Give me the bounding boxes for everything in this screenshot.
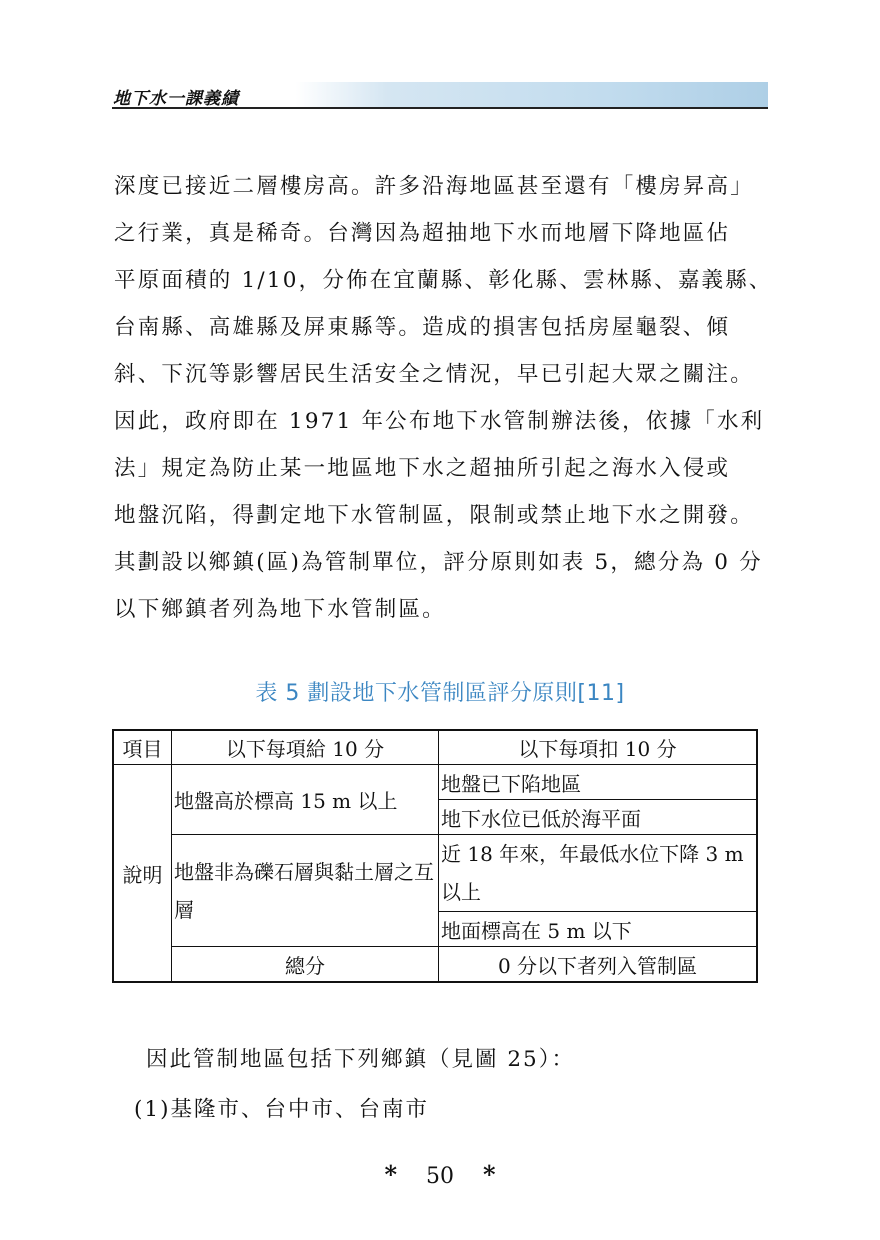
paragraph-line: 地盤沉陷，得劃定地下水管制區，限制或禁止地下水之開發。	[114, 503, 754, 528]
table-header-row	[113, 730, 757, 765]
header-give-cell: 以下每項給 10 分	[172, 730, 439, 765]
star-ornament-right: *	[483, 1160, 496, 1189]
give-item-cell: 地盤高於標高 15 m 以上	[172, 765, 439, 835]
table-total-row	[113, 947, 757, 983]
give-item-cell: 地盤非為礫石層與黏土層之互層	[172, 835, 439, 947]
body-paragraph	[114, 163, 774, 633]
scoring-table	[112, 729, 758, 983]
paragraph-line: 以下鄉鎮者列為地下水管制區。	[114, 597, 446, 622]
header-item-cell: 項目	[113, 730, 172, 765]
paragraph-line: 之行業，真是稀奇。台灣因為超抽地下水而地層下降地區佔	[114, 221, 731, 246]
header-deduct-cell: 以下每項扣 10 分	[439, 730, 758, 765]
page-number: 50	[426, 1164, 454, 1189]
paragraph-line: 法」規定為防止某一地區地下水之超抽所引起之海水入侵或	[114, 456, 731, 481]
table-caption: 表 5 劃設地下水管制區評分原則[11]	[255, 681, 625, 706]
explain-label-cell: 說明	[113, 765, 172, 983]
intro-line: 因此管制地區包括下列鄉鎮（見圖 25）：	[146, 1047, 575, 1072]
paragraph-line: 平原面積的 1/10，分佈在宜蘭縣、彰化縣、雲林縣、嘉義縣、	[114, 268, 773, 293]
deduct-item-cell: 地盤已下陷地區	[439, 765, 758, 800]
star-ornament-left: *	[384, 1160, 397, 1189]
paragraph-line: 因此，政府即在 1971 年公布地下水管制辦法後，依據「水利	[114, 409, 765, 434]
table-row	[113, 765, 757, 800]
total-label-cell: 總分	[172, 947, 439, 983]
deduct-item-cell: 近 18 年來，年最低水位下降 3 m 以上	[439, 835, 758, 912]
page-footer	[0, 1160, 880, 1189]
paragraph-line: 台南縣、高雄縣及屏東縣等。造成的損害包括房屋龜裂、傾	[114, 315, 731, 340]
list-item: (1)基隆市、台中市、台南市	[134, 1097, 429, 1122]
paragraph-line: 斜、下沉等影響居民生活安全之情況，早已引起大眾之關注。	[114, 362, 754, 387]
paragraph-line: 深度已接近二層樓房高。許多沿海地區甚至還有「樓房昇高」	[114, 174, 754, 199]
total-value-cell: 0 分以下者列入管制區	[439, 947, 758, 983]
running-header-title: 地下水一課義績	[113, 89, 239, 109]
deduct-item-cell: 地下水位已低於海平面	[439, 800, 758, 835]
deduct-item-cell: 地面標高在 5 m 以下	[439, 912, 758, 947]
paragraph-line: 其劃設以鄉鎮(區)為管制單位，評分原則如表 5，總分為 0 分	[114, 550, 763, 575]
table-row	[113, 835, 757, 912]
